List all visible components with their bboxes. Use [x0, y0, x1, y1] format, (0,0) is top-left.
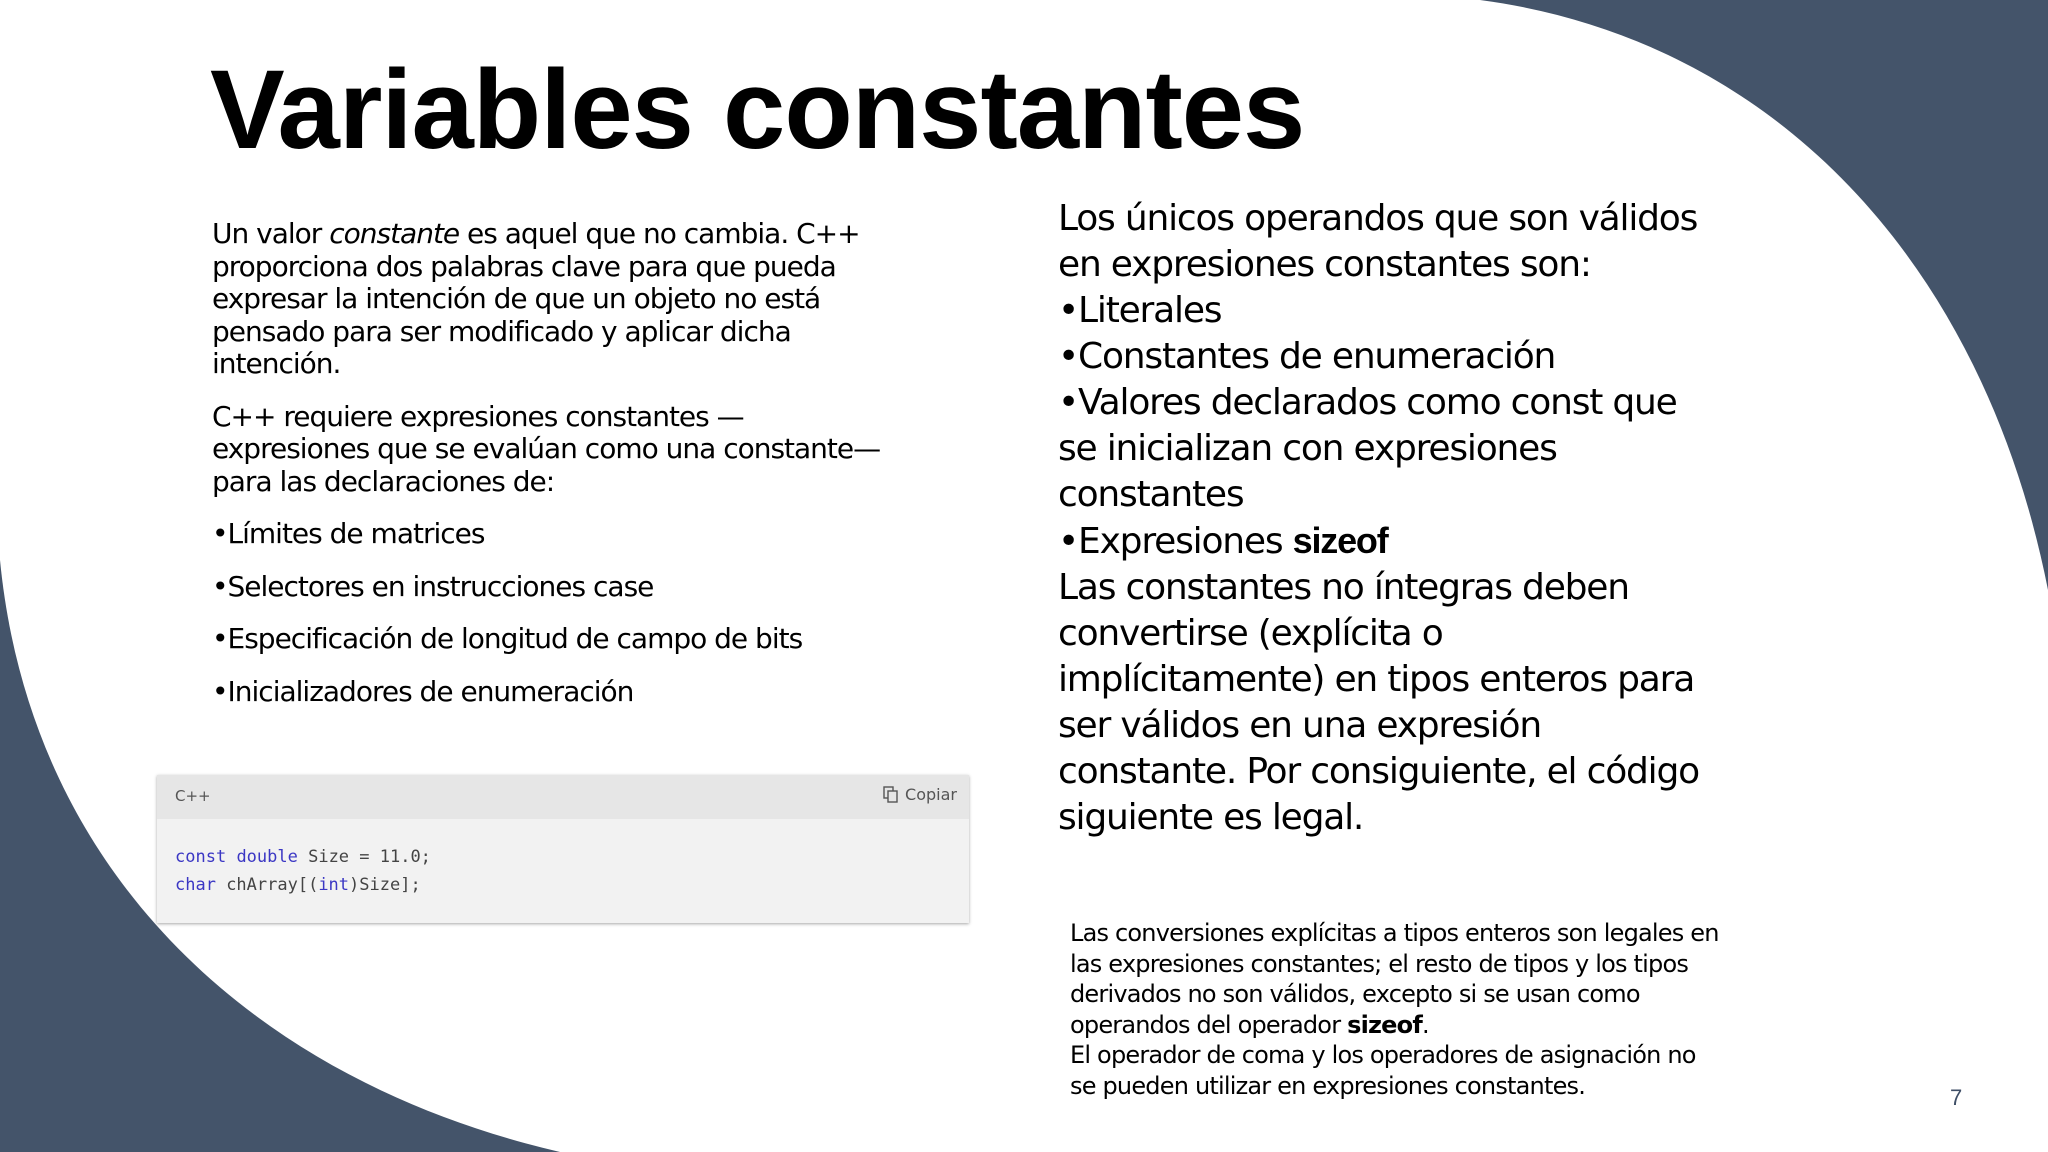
code-block [157, 775, 969, 923]
notes-block [1070, 918, 1730, 1101]
code-keyword: double [236, 847, 298, 867]
bullet-item: •Inicializadores de enumeración [212, 674, 634, 708]
right-text-line: Los únicos operandos que son válidos [1058, 198, 1698, 239]
bullet-item: •Límites de matrices [212, 517, 485, 550]
intro-paragraph [212, 218, 902, 381]
code-keyword: int [318, 875, 350, 895]
bullet-item: •Especificación de longitud de campo de bits [212, 622, 803, 655]
code-body [157, 819, 969, 899]
right-text-line: Las constantes no íntegras deben [1058, 567, 1629, 608]
intro-text-end: es aquel que no cambia. C++ proporciona dos palabras clave para que pueda expresar la intención de que un objeto no está pensado para ser modificado y aplicar dicha intención. [212, 217, 860, 380]
left-text-block [212, 218, 902, 728]
notes-operand-line [1070, 1010, 1730, 1041]
code-text: Size = 11.0; [297, 847, 431, 867]
slide-title: Variables constantes [210, 47, 1305, 172]
code-header [157, 775, 969, 819]
copy-button[interactable] [883, 785, 957, 804]
page-number: 7 [1950, 1085, 1963, 1110]
intro-text-start: Un valor [212, 217, 330, 250]
notes-line: se pueden utilizar en expresiones constantes. [1070, 1071, 1586, 1100]
right-text-line: implícitamente) en tipos enteros para [1058, 659, 1695, 700]
right-text-line: •Constantes de enumeración [1058, 336, 1556, 377]
copy-label: Copiar [905, 785, 957, 804]
notes-operand-suffix: . [1421, 1010, 1429, 1039]
code-line [175, 871, 951, 899]
code-text: chArray[( [215, 875, 319, 895]
notes-line: Las conversiones explícitas a tipos enteros son legales en [1070, 919, 1719, 947]
bullet-item: •Selectores en instrucciones case [212, 569, 654, 603]
right-text-line: •Literales [1058, 290, 1222, 331]
right-text-line: se inicializan con expresiones [1058, 428, 1557, 469]
sizeof-bullet [1058, 518, 1738, 565]
right-text-line: •Valores declarados como const que [1058, 382, 1677, 423]
copy-icon [883, 786, 899, 804]
sizeof-keyword: sizeof [1292, 520, 1388, 561]
code-line [175, 843, 951, 871]
sizeof-prefix: •Expresiones [1058, 521, 1293, 562]
code-keyword: char [175, 875, 216, 895]
right-text-line: constante. Por consiguiente, el código [1058, 751, 1699, 792]
intro-emphasis: constante [329, 217, 460, 250]
code-text [226, 847, 236, 867]
right-text-line: en expresiones constantes son: [1058, 244, 1591, 285]
code-text: )Size]; [349, 875, 421, 895]
right-text-line: siguiente es legal. [1058, 797, 1364, 838]
right-text-line: convertirse (explícita o [1058, 613, 1443, 654]
right-text-line: constantes [1058, 474, 1244, 515]
notes-operand-prefix: operandos del operador [1070, 1010, 1348, 1039]
code-language-label: C++ [175, 787, 211, 805]
right-text-block [1058, 196, 1738, 841]
notes-sizeof-keyword: sizeof [1347, 1010, 1422, 1039]
requires-paragraph: C++ requiere expresiones constantes — expresiones que se evalúan como una constante— para las declaraciones de: [212, 399, 881, 498]
notes-line: las expresiones constantes; el resto de tipos y los tipos [1070, 949, 1689, 978]
notes-line: derivados no son válidos, excepto si se usan como [1070, 980, 1640, 1008]
notes-line: El operador de coma y los operadores de asignación no [1070, 1041, 1696, 1069]
code-keyword: const [175, 847, 227, 867]
right-text-line: ser válidos en una expresión [1058, 705, 1541, 746]
